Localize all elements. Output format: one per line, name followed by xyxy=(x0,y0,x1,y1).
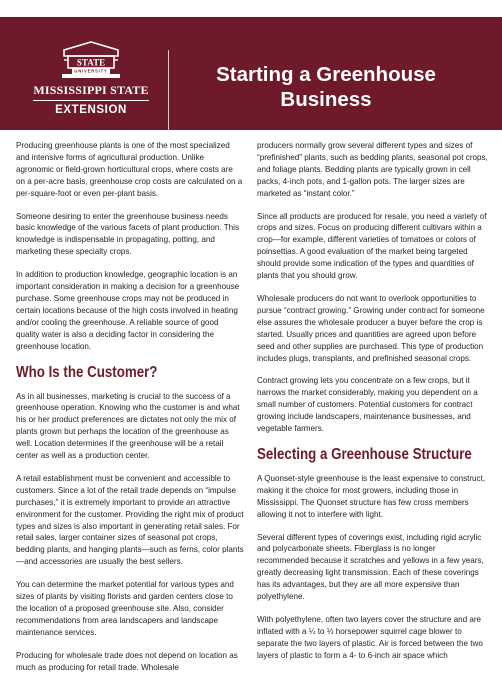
state-shield-icon xyxy=(60,40,122,82)
coverings-paragraph: Several different types of coverings exist, including rigid acrylic and polycarbonate sheets. Fiberglass is no longer recommended because it scratches and yellows in a few years, greatly decreasing light transmission. Each of these coverings has its advantages, but they are all more expensive than polyethylene. xyxy=(257,532,484,602)
section-heading-customer: Who Is the Customer? xyxy=(16,363,158,381)
market-potential-paragraph: You can determine the market potential for various types and sizes of plants by visiting florists and garden centers close to the location of a proposed greenhouse site. Also, consider recommendations from area landscapers and landscape maintenance services. xyxy=(16,580,234,637)
polyethylene-paragraph: With polyethylene, often two layers cover the structure and are inflated with a ¼ to ⅓ horsepower squirrel cage blower to separate the two layers of plastic. Air is forced between the two layers of plastic to form a 4- to 6-inch air space which xyxy=(257,615,483,660)
wholesale-continued-paragraph: producers normally grow several different types and sizes of “prefinished” plants, such as bedding plants, seasonal pot crops, and foliage plants. Bedding plants are typically grown in cell packs, 4-inch pots, and 1-gallon pots. The larger sizes are marketed as “instant color.” xyxy=(257,141,488,198)
quonset-paragraph: A Quonset-style greenhouse is the least expensive to construct, making it the choice for most growers, including those in Mississippi. The Quonset structure has few cross members allowing it not to interfere with light. xyxy=(257,473,486,519)
variety-paragraph: Since all products are produced for resale, you need a variety of crops and sizes. Focus on producing different cultivars within a crop—for example, different varieties of tomatoes or colors of poinsettias. A good evaluation of the market being targeted should provide some indication of the types and quantities of plants that you should grow. xyxy=(257,211,487,281)
left-column xyxy=(16,140,244,685)
contract-customers-paragraph: Contract growing lets you concentrate on a few crops, but it narrows the market considerably, making you dependent on a small number of customers. Potential customers for contract growing include landscapers, maintenance businesses, and vegetable farmers. xyxy=(257,376,478,434)
contract-growing-paragraph: Wholesale producers do not want to overlook opportunities to pursue “contract growing.” Growing under contract for someone else assures the wholesale producer a buyer before the crop is started. Usually prices and quantities are agreed upon before seed and other supplies are purchased. This type of production includes plugs, transplants, and prefinished seasonal crops. xyxy=(257,293,485,363)
section-heading-structure: Selecting a Greenhouse Structure xyxy=(257,445,472,463)
intro-paragraph: Producing greenhouse plants is one of the most specialized and intensive forms of agricultural production. Unlike agronomic or field-grown horticultural crops, where costs are on a per-acre basis, greenhouse crop costs are calculated on a per-square-foot or even per-plant basis. xyxy=(16,141,243,198)
knowledge-paragraph: Someone desiring to enter the greenhouse business needs basic knowledge of the various facets of plant production. This knowledge is indispensable in propagating, potting, and marketing these specialty crops. xyxy=(16,211,240,257)
retail-paragraph: A retail establishment must be convenient and accessible to customers. Since a lot of the retail trade depends on “impulse purchases,” it is extremely important to provide an attractive environment for the customer. Providing the right mix of product types and sizes is also important in generating retail sales. For retail sales, larger container sizes of seasonal pot crops, bedding plants, and hanging plants—such as ferns, color plants—and accessories are usually the best sellers. xyxy=(16,473,244,567)
university-logo xyxy=(27,40,155,125)
wholesale-paragraph: Producing for wholesale trade does not depend on location as much as producing for retail trade. Wholesale xyxy=(16,650,238,672)
logo-rule xyxy=(33,100,149,101)
header-divider xyxy=(168,50,169,130)
header-banner xyxy=(0,17,502,130)
right-column xyxy=(257,140,489,673)
shield-university-text: UNIVERSITY xyxy=(74,68,108,74)
page-title xyxy=(176,62,476,112)
university-name: MISSISSIPPI STATE xyxy=(33,83,149,97)
extension-label: EXTENSION xyxy=(55,104,127,116)
location-paragraph: In addition to production knowledge, geographic location is an important consideration in making a decision for a greenhouse purchase. Some greenhouse crops may not be produced in certain locations because of the high costs involved in heating and/or cooling the greenhouse. A reliable source of good quality water is also a deciding factor in considering the greenhouse location. xyxy=(16,270,240,351)
page-title-line-2: Business xyxy=(280,88,372,111)
page-title-line-1: Starting a Greenhouse xyxy=(216,63,436,86)
marketing-paragraph: As in all businesses, marketing is crucial to the success of a greenhouse operation. Knowing who the customer is and what his or her product preferences are dictates not only the mix of plants grown but perhaps the location of the greenhouse as well. Location determines if the greenhouse will be a retail center as well as a production center. xyxy=(16,391,240,461)
shield-text: STATE xyxy=(76,57,106,68)
